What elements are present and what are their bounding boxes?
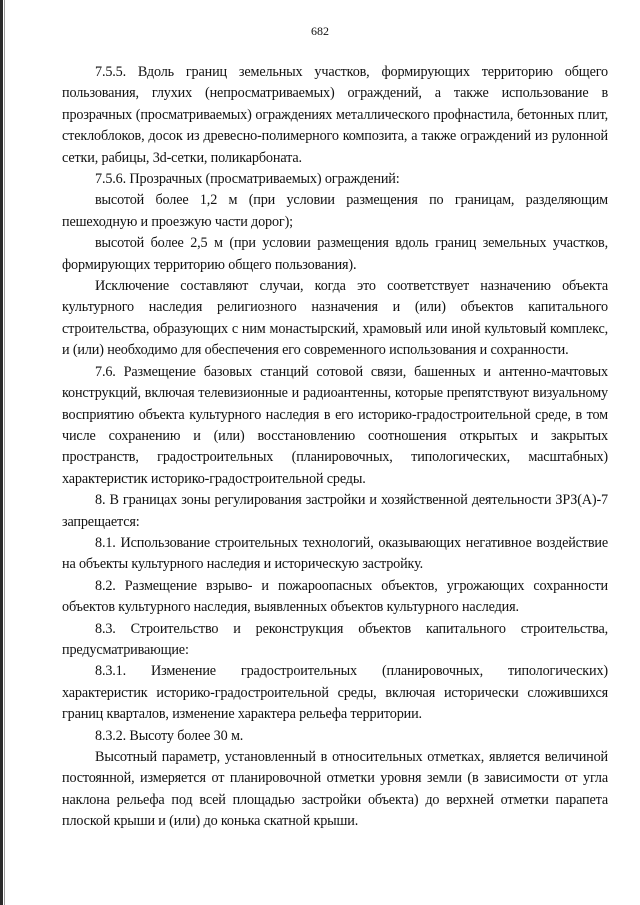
paragraph-8-2: 8.2. Размещение взрыво- и пожароопасных объектов, угрожающих сохранности объектов культурного наследия, выявленных объектов культурного наследия.: [62, 577, 608, 616]
document-body: [62, 62, 608, 833]
paragraph-8-3-1: 8.3.1. Изменение градостроительных (планировочных, типологических) характеристик историко-градостроительной среды, включая исторически сложившихся границ кварталов, изменение характера рельефа территории.: [62, 663, 608, 723]
paragraph-height-1-2: высотой более 1,2 м (при условии размещения по границам, разделяющим пешеходную и проезжую части дорог);: [62, 192, 608, 230]
paragraph-8-1: 8.1. Использование строительных технологий, оказывающих негативное воздействие на объекты культурного наследия и историческую застройку.: [62, 534, 608, 573]
paragraph-8-3: 8.3. Строительство и реконструкция объектов капитального строительства, предусматривающие:: [62, 620, 608, 658]
paragraph-height-2-5: высотой более 2,5 м (при условии размещения вдоль границ земельных участков, формирующих территорию общего пользования).: [62, 235, 608, 273]
scan-edge-shadow: [4, 0, 5, 905]
paragraph-7-5-6: 7.5.6. Прозрачных (просматриваемых) ограждений:: [95, 171, 400, 188]
page-number: 682: [311, 24, 329, 38]
paragraph-8: 8. В границах зоны регулирования застройки и хозяйственной деятельности ЗРЗ(А)-7 запрещается:: [62, 492, 608, 530]
paragraph-8-3-2: 8.3.2. Высоту более 30 м.: [95, 727, 244, 744]
paragraph-height-parameter: Высотный параметр, установленный в относительных отметках, является величиной постоянной, измеряется от планировочной отметки уровня земли (в зависимости от угла наклона рельефа под всей площадью застройки объекта) до верхней отметки парапета плоской крыши и (или) до конька скатной крыши.: [62, 749, 608, 830]
paragraph-7-5-5: 7.5.5. Вдоль границ земельных участков, формирующих территорию общего пользования, глухих (непросматриваемых) ограждений, а также использование в прозрачных (просматриваемых) ограждениях металлического профнастила, бетонных плит, стеклоблоков, досок из древесно-полимерного композита, а также ограждений из рулонной сетки, рабицы, 3d-сетки, поликарбоната.: [62, 64, 608, 166]
paragraph-exception: Исключение составляют случаи, когда это соответствует назначению объекта культурного наследия религиозного назначения и (или) объектов капитального строительства, образующих с ним монастырский, храмовый или иной культовый комплекс, и (или) необходимо для обеспечения его современного использования и сохранности.: [62, 278, 608, 359]
scan-edge: [0, 0, 3, 905]
paragraph-7-6: 7.6. Размещение базовых станций сотовой связи, башенных и антенно-мачтовых конструкций, включая телевизионные и радиоантенны, которые препятствуют визуальному восприятию объекта культурного наследия в его историко-градостроительной среде, в том числе сохранению и (или) восстановлению соотношения открытых и закрытых пространств, градостроительных (планировочных, типологических, масштабных) характеристик историко-градостроительной среды.: [62, 363, 608, 487]
